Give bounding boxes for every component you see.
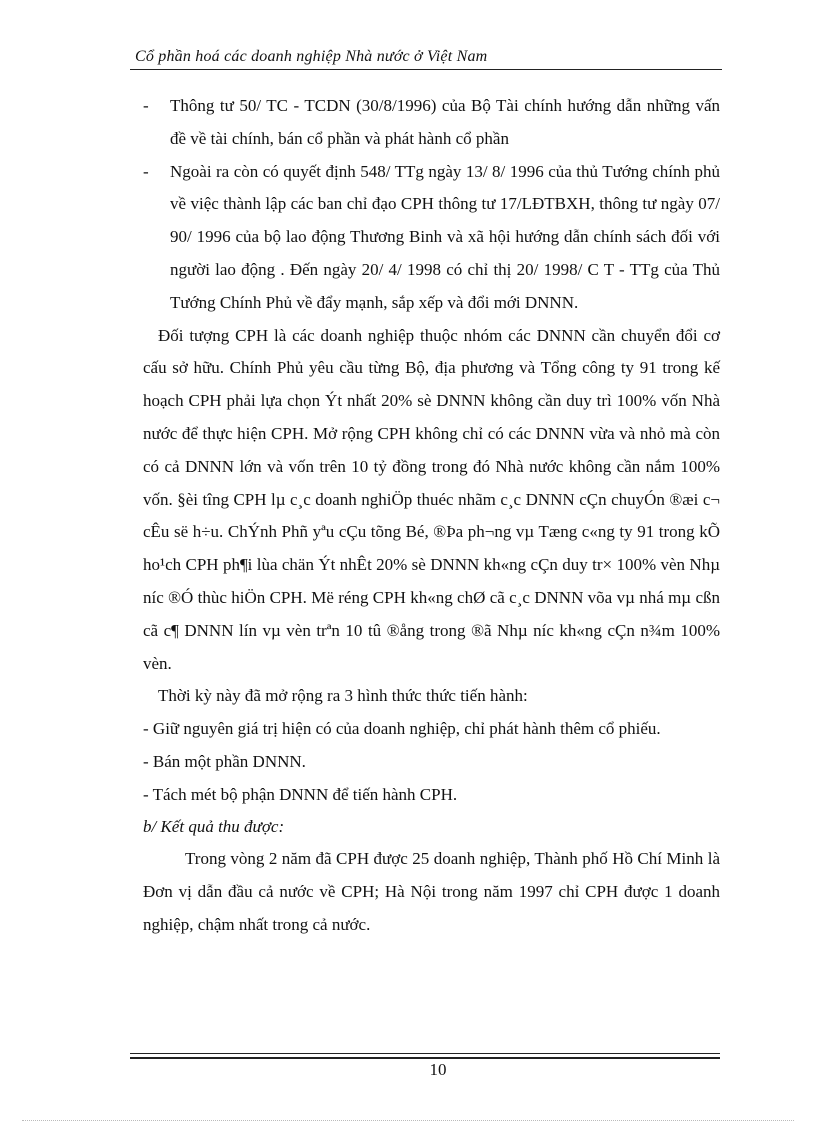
header-rule [130, 69, 722, 70]
footer-rule [130, 1057, 720, 1059]
list-item: - Bán một phần DNNN. [143, 751, 306, 771]
bullet-dash: - [143, 96, 149, 115]
subheading: b/ Kết quả thu được: [143, 816, 285, 836]
list-item: - Giữ nguyên giá trị hiện có của doanh nghiệp, chỉ phát hành thêm cổ phiếu. [143, 719, 661, 739]
bullet-dash: - [143, 161, 149, 181]
running-header: Cổ phần hoá các doanh nghiệp Nhà nước ở Việt Nam [135, 48, 488, 65]
footer-rule [130, 1053, 720, 1054]
paragraph: Đối tượng CPH là các doanh nghiệp thuộc nhóm các DNNN cần chuyển đổi cơ cấu sở hữu. Chính Phủ yêu cầu từng Bộ, địa phương và Tổng công ty 91 trong kế hoạch CPH phải lựa chọn Ýt nhất 20% sè DNNN không cần duy trì 100% vốn Nhà nước để thực hiện CPH. Mở rộng CPH không chỉ có các DNNN vừa và nhỏ mà còn có cả DNNN lớn và vốn trên 10 tỷ đồng trong đó Nhà nước không cần nắm 100% vốn. §èi tîng CPH lµ c¸c doanh nghiÖp thuéc nhãm c¸c DNNN cÇn chuyÓn ®æi c¬ cÊu së h÷u. ChÝnh Phñ yªu cÇu tõng Bé, ®Þa ph¬ng vµ Tæng c«ng ty 91 trong kÕ ho¹ch CPH ph¶i lùa chän Ýt nhÊt 20% sè DNNN kh«ng cÇn duy tr× 100% vèn Nhµ níc ®Ó thùc hiÖn CPH. Më réng CPH kh«ng chØ cã c¸c DNNN võa vµ nhá mµ cßn cã c¶ DNNN lín vµ vèn trªn 10 tû ®ång trong ®ã Nhµ níc kh«ng cÇn n¾m 100% vèn. [143, 325, 720, 673]
bullet-item [143, 156, 720, 320]
paragraph: Trong vòng 2 năm đã CPH được 25 doanh nghiệp, Thành phố Hồ Chí Minh là Đơn vị dẫn đầu cả nước về CPH; Hà Nội trong năm 1997 chỉ CPH được 1 doanh nghiệp, chậm nhất trong cả nước. [143, 849, 720, 934]
bullet-text: Ngoài ra còn có quyết định 548/ TTg ngày 13/ 8/ 1996 của thủ Tướng chính phủ về việc thành lập các ban chỉ đạo CPH thông tư 17/LĐTBXH, thông tư ngày 07/ 90/ 1996 của bộ lao động Thương Binh và xã hội hướng dẫn chính sách đối với người lao động . Đến ngày 20/ 4/ 1998 có chỉ thị 20/ 1998/ C T - TTg của Thủ Tướng Chính Phủ về đẩy mạnh, sắp xếp và đổi mới DNNN. [170, 161, 720, 312]
paragraph: Thời kỳ này đã mở rộng ra 3 hình thức thức tiến hành: [158, 686, 528, 706]
page-number: 10 [429, 1060, 447, 1079]
page-edge [22, 1120, 794, 1121]
list-item: - Tách mét bộ phận DNNN để tiến hành CPH. [143, 784, 458, 804]
page-body [143, 90, 720, 942]
bullet-text: Thông tư 50/ TC - TCDN (30/8/1996) của Bộ Tài chính hướng dẫn những vấn đề về tài chính, bán cổ phần và phát hành cổ phần [170, 96, 720, 148]
bullet-item [143, 90, 720, 156]
